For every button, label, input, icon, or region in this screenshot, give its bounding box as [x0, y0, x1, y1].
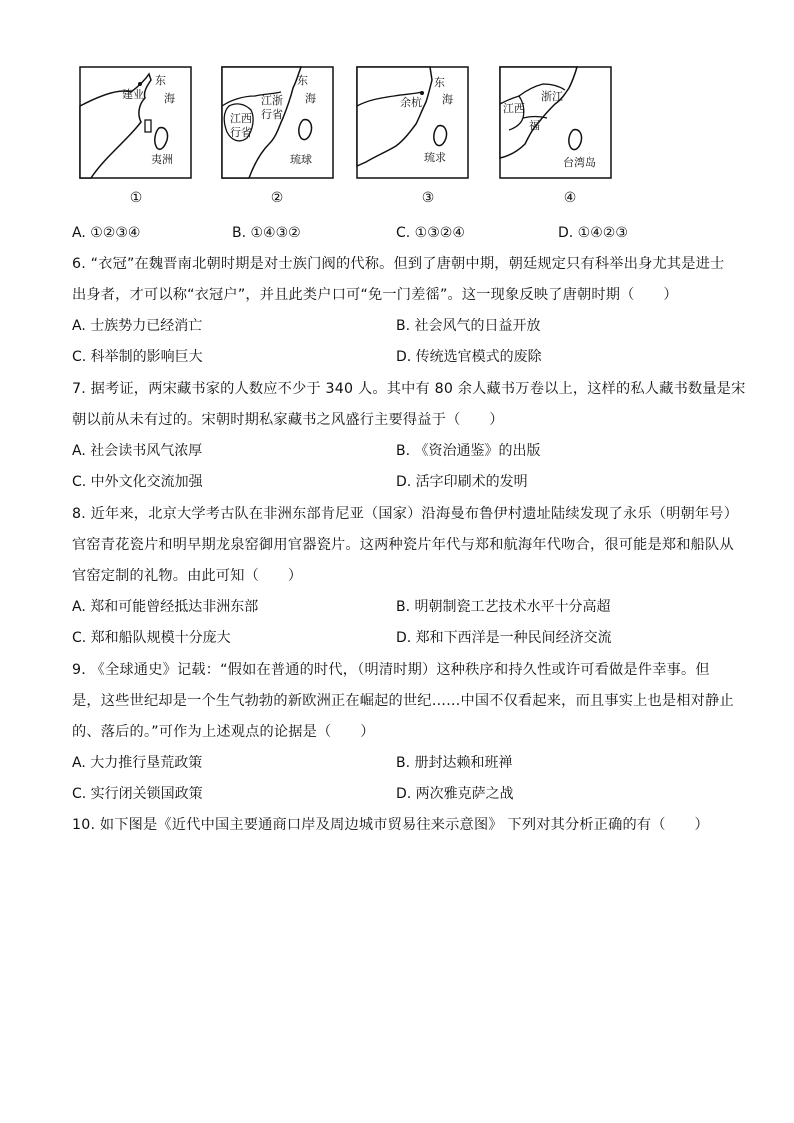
q7-option-b: B. 《资治通鉴》的出版 [396, 443, 541, 459]
q6-option-d: D. 传统选官模式的废除 [396, 349, 542, 365]
q10-stem-line-1: 10. 如下图是《近代中国主要通商口岸及周边城市贸易往来示意图》 下列对其分析正确的有（ ） [72, 817, 709, 833]
map-3-label-3: 琉求 [424, 151, 446, 164]
map-1-label-2: 海 [164, 92, 175, 105]
q6-stem-line-1: 6. “衣冠”在魏晋南北朝时期是对士族门阀的代称。但到了唐朝中期，朝廷规定只有科举出身尤其是进士 [72, 256, 725, 272]
q6-option-a: A. 士族势力已经消亡 [72, 318, 203, 334]
q8-option-c: C. 郑和船队规模十分庞大 [72, 630, 231, 646]
q7-option-d: D. 活字印刷术的发明 [396, 474, 528, 490]
q5-option-a: A. ①②③④ [72, 225, 141, 241]
map-3-caption: ③ [421, 190, 435, 206]
map-1-label-1: 东 [155, 74, 166, 87]
q9-stem-line-3: 的、落后的。”可作为上述观点的论据是（ ） [72, 724, 375, 740]
q9-stem-line-2: 是，这些世纪却是一个生气勃勃的新欧洲正在崛起的世纪……中国不仅看起来，而且事实上也是相对静止 [72, 693, 734, 709]
map-4-label-3: 台湾岛 [563, 156, 596, 169]
map-2-label-4: 江西 [230, 112, 252, 125]
q7-stem-line-1: 7. 据考证，两宋藏书家的人数应不少于 340 人。其中有 80 余人藏书万卷以上，这样的私人藏书数量是宋 [72, 381, 746, 397]
q9-stem-line-1: 9. 《全球通史》记载：“假如在普通的时代，（明清时期）这种秩序和持久性或许可看做是件幸事。但 [72, 662, 710, 678]
map-3 [356, 66, 469, 179]
map-4-label-1: 江西 [503, 102, 525, 115]
q9-option-b: B. 册封达赖和班禅 [396, 755, 513, 771]
map-2-label-3: 行省 [261, 108, 283, 121]
map-3-drawing [356, 66, 469, 179]
map-2-label-1: 海 [305, 92, 316, 105]
map-2-label-2: 江浙 [261, 94, 283, 107]
map-1-caption: ① [129, 190, 143, 206]
map-2-label-5: 行省 [230, 126, 252, 139]
q5-option-c: C. ①③②④ [396, 225, 465, 241]
map-2-caption: ② [270, 190, 284, 206]
map-3-label-2: 余杭 [400, 96, 422, 109]
q5-option-b: B. ①④③② [232, 225, 301, 241]
map-1-label-3: 夷洲 [151, 153, 173, 166]
map-4-caption: ④ [563, 190, 577, 206]
map-4-label-0: 浙江 [541, 90, 563, 103]
q8-stem-line-2: 官窑青花瓷片和明早期龙泉窑御用官器瓷片。这两种瓷片年代与郑和航海年代吻合，很可能是郑和船队从 [72, 537, 734, 553]
q6-option-b: B. 社会风气的日益开放 [396, 318, 541, 334]
map-3-label-0: 东 [434, 76, 445, 89]
q8-stem-line-3: 官窑定制的礼物。由此可知（ ） [72, 568, 303, 584]
map-2-label-0: 东 [297, 74, 308, 87]
q6-option-c: C. 科举制的影响巨大 [72, 349, 203, 365]
q7-stem-line-2: 朝以前从未有过的。宋朝时期私家藏书之风盛行主要得益于（ ） [72, 412, 504, 428]
q9-option-a: A. 大力推行垦荒政策 [72, 755, 203, 771]
q9-option-c: C. 实行闭关锁国政策 [72, 786, 203, 802]
map-4-label-2: 福 [529, 119, 540, 132]
map-2 [221, 66, 334, 179]
q7-option-a: A. 社会读书风气浓厚 [72, 443, 203, 459]
map-1-label-0: 建业 [122, 88, 144, 101]
map-2-drawing [221, 66, 334, 179]
q8-option-d: D. 郑和下西洋是一种民间经济交流 [396, 630, 612, 646]
q8-option-b: B. 明朝制瓷工艺技术水平十分高超 [396, 599, 611, 615]
q7-option-c: C. 中外文化交流加强 [72, 474, 203, 490]
map-4 [499, 66, 612, 179]
map-3-label-1: 海 [442, 93, 453, 106]
q8-option-a: A. 郑和可能曾经抵达非洲东部 [72, 599, 259, 615]
map-1 [79, 66, 192, 179]
q5-option-d: D. ①④②③ [558, 225, 628, 241]
map-2-label-6: 琉球 [290, 153, 312, 166]
q6-stem-line-2: 出身者，才可以称“衣冠户”，并且此类户口可“免一门差徭”。这一现象反映了唐朝时期（ ） [72, 287, 678, 303]
map-4-drawing [499, 66, 612, 179]
map-1-drawing [79, 66, 192, 179]
q8-stem-line-1: 8. 近年来，北京大学考古队在非洲东部肯尼亚（国家）沿海曼布鲁伊村遗址陆续发现了永乐（明朝年号） [72, 506, 739, 522]
q9-option-d: D. 两次雅克萨之战 [396, 786, 514, 802]
